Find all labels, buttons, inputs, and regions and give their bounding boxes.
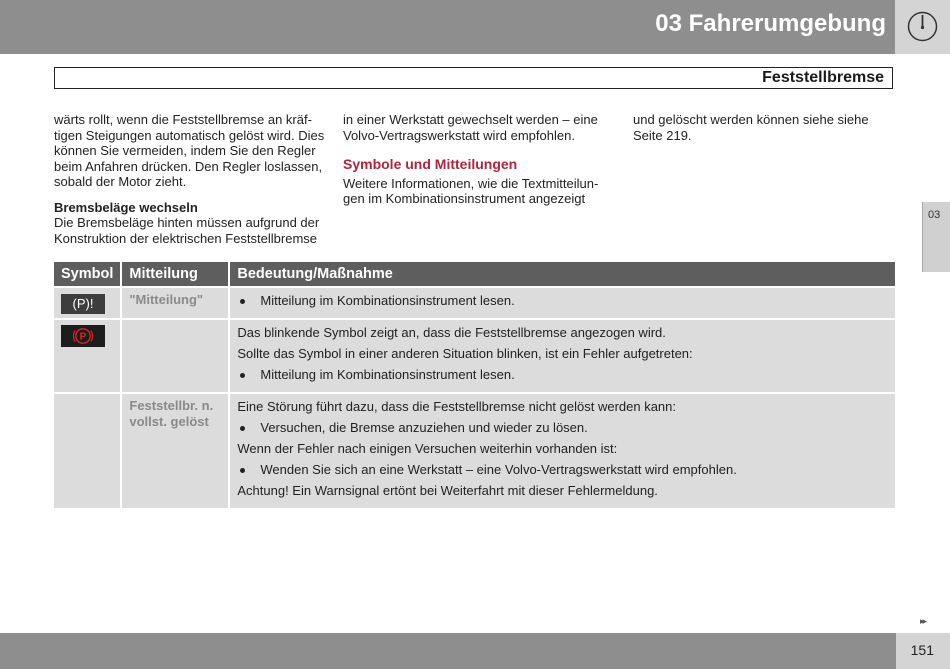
- page-number: 151: [910, 642, 934, 658]
- side-tab-label: 03: [928, 209, 941, 221]
- footer-bar: [0, 633, 950, 669]
- meaning-cell: [230, 286, 895, 318]
- bullet-item: Mitteilung im Kombinationsinstrument lesen.: [237, 293, 888, 309]
- text-column-1: [54, 112, 326, 246]
- text-line: Eine Störung führt dazu, dass die Feststellbremse nicht gelöst werden kann:: [237, 399, 677, 414]
- gauge-icon: [907, 11, 938, 42]
- symbol-cell: [54, 392, 122, 508]
- paragraph: Die Bremsbeläge hinten müssen aufgrund der Konstruktion der elektrischen Feststellbremse: [54, 215, 320, 246]
- symbol-table: [54, 262, 895, 508]
- paragraph: und gelöscht werden können siehe siehe Seite 219.: [633, 112, 869, 143]
- text-column-3: [633, 112, 895, 143]
- paragraph: wärts rollt, wenn die Feststellbremse an kräf-tigen Steigungen automatisch gelöst wird. Dies können Sie vermeiden, indem Sie den Regler beim Anfahren drücken. Den Regler loslassen, sobald der Motor zieht.: [54, 112, 325, 189]
- meaning-cell: [230, 318, 895, 392]
- column-header: Mitteilung: [122, 262, 230, 286]
- table-row: [54, 286, 895, 318]
- svg-text:P: P: [79, 331, 87, 343]
- text-line: Sollte das Symbol in einer anderen Situation blinken, ist ein Fehler aufgetreten:: [237, 346, 693, 361]
- column-header: Bedeutung/Maßnahme: [230, 262, 895, 286]
- text-line: Achtung! Ein Warnsignal ertönt bei Weiterfahrt mit dieser Fehlermeldung.: [237, 483, 658, 498]
- symbol-cell: [54, 318, 122, 392]
- section-title: Feststellbremse: [762, 69, 884, 86]
- table-header-row: [54, 262, 895, 286]
- message-cell: "Mitteilung": [122, 286, 230, 318]
- symbol-cell: [54, 286, 122, 318]
- paragraph: in einer Werkstatt gewechselt werden – eine Volvo-Vertragswerkstatt wird empfohlen.: [343, 112, 598, 143]
- chapter-icon-box: [895, 0, 950, 54]
- table-row: [54, 392, 895, 508]
- parking-brake-warning-icon: (P)!: [61, 294, 105, 314]
- message-cell: [122, 318, 230, 392]
- column-header: Symbol: [54, 262, 122, 286]
- table-row: [54, 318, 895, 392]
- bullet-item: Wenden Sie sich an eine Werkstatt – eine Volvo-Vertragswerkstatt wird empfohlen.: [237, 462, 888, 478]
- section-header: [54, 67, 893, 89]
- chapter-side-tab[interactable]: [922, 202, 950, 272]
- paragraph: Weitere Informationen, wie die Textmitteilun-gen im Kombinationsinstrument angezeigt: [343, 175, 599, 206]
- page-number-box: [896, 633, 950, 669]
- text-column-2: [343, 112, 613, 207]
- next-page-icon[interactable]: ▸▸: [920, 616, 926, 626]
- bullet-item: Mitteilung im Kombinationsinstrument lesen.: [237, 367, 888, 383]
- subheading-symbols: Symbole und Mitteilungen: [343, 156, 518, 172]
- text-line: Wenn der Fehler nach einigen Versuchen weiterhin vorhanden ist:: [237, 441, 618, 456]
- parking-brake-red-icon: [61, 325, 105, 347]
- bullet-item: Versuchen, die Bremse anzuziehen und wieder zu lösen.: [237, 420, 888, 436]
- message-cell: Feststellbr. n. vollst. gelöst: [122, 392, 230, 508]
- chapter-title: 03 Fahrerumgebung: [655, 10, 886, 37]
- meaning-cell: [230, 392, 895, 508]
- subheading-brake-pads: Bremsbeläge wechseln: [54, 199, 198, 215]
- text-line: Das blinkende Symbol zeigt an, dass die Feststellbremse angezogen wird.: [237, 325, 666, 340]
